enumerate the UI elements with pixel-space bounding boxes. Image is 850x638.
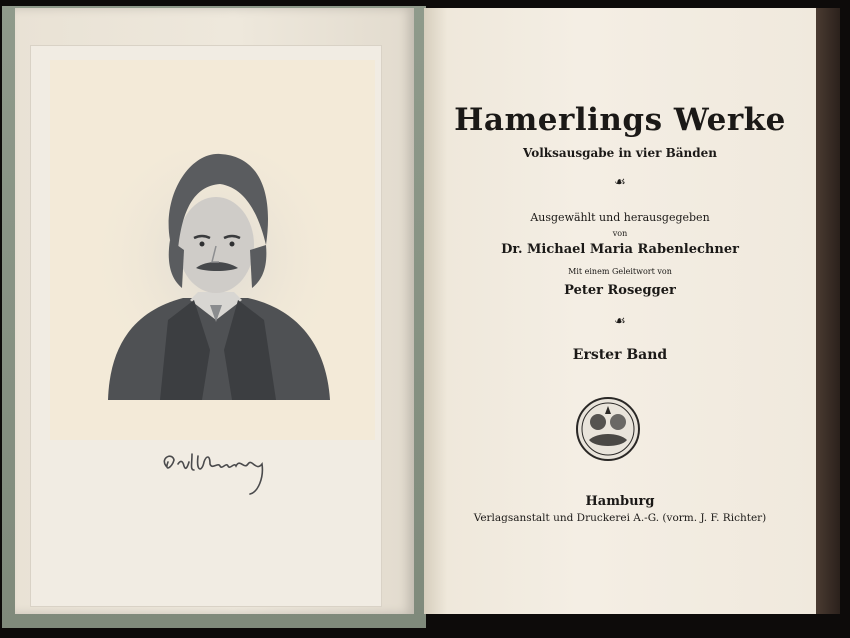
page-edge-shadow [816, 8, 840, 614]
fleuron-ornament-icon: ☙ [614, 175, 626, 190]
publication-city: Hamburg [585, 494, 655, 509]
foreword-by-line: Mit einem Geleitwort von [568, 267, 672, 276]
volume-label: Erster Band [572, 347, 668, 363]
editor-name: Dr. Michael Maria Rabenlechner [501, 242, 739, 257]
fleuron-ornament-icon: ☙ [614, 314, 626, 329]
edited-by-line: Ausgewählt und herausgegeben [530, 211, 710, 224]
publisher-line: Verlagsanstalt und Druckerei A.-G. (vorm. J. F. Richter) [473, 512, 767, 524]
author-signature-image [158, 448, 278, 500]
publisher-emblem-icon [575, 396, 641, 462]
von-line: von [612, 229, 628, 238]
book-title: Hamerlings Werke [454, 102, 786, 138]
foreword-author: Peter Rosegger [564, 283, 676, 298]
book-subtitle: Volksausgabe in vier Bänden [523, 146, 717, 160]
author-portrait-image [98, 150, 334, 400]
